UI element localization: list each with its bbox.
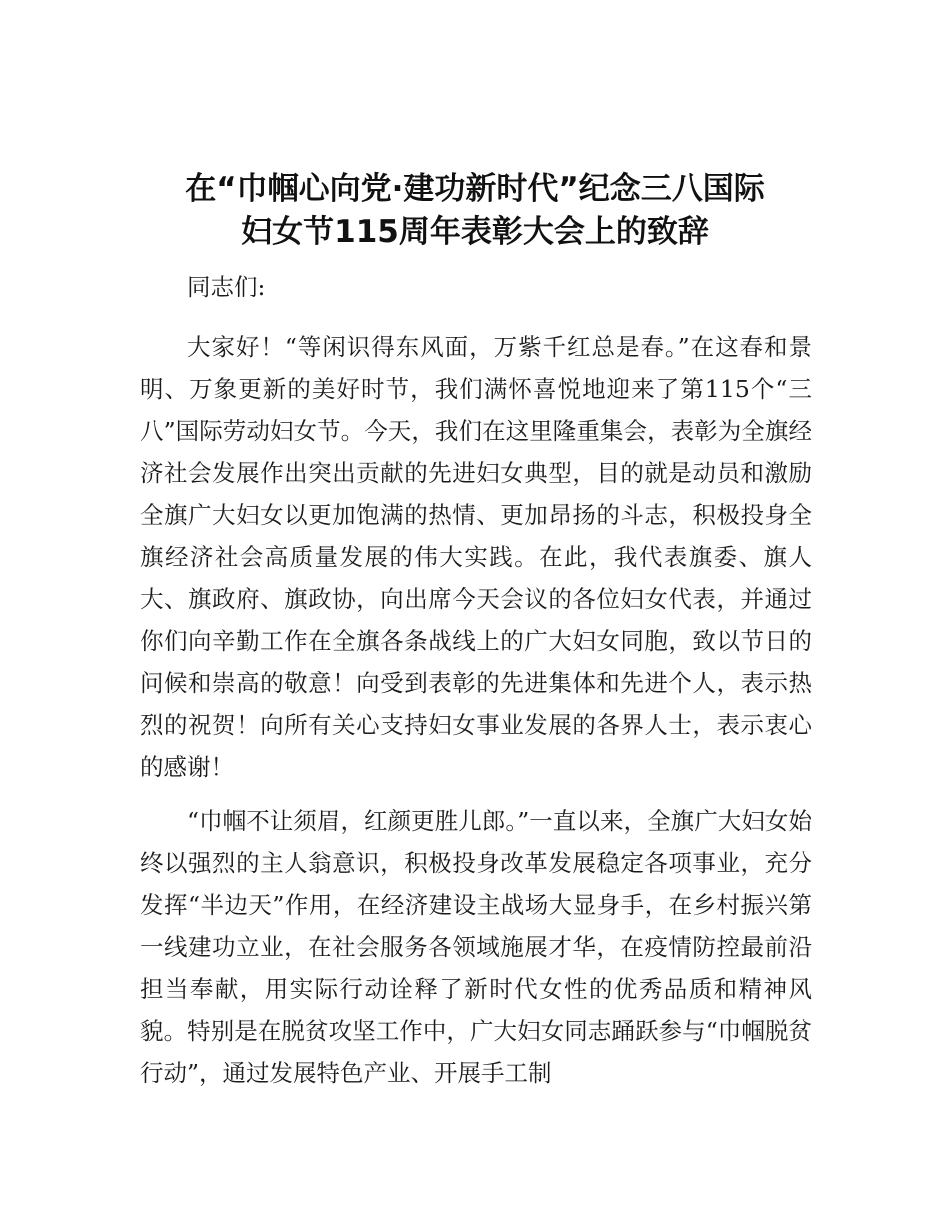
title-line-1: 在“巾帼心向党·建功新时代”纪念三八国际 [185,171,765,207]
document-body [140,266,812,1094]
paragraph-2: “巾帼不让须眉，红颜更胜儿郎。”一直以来，全旗广大妇女始终以强烈的主人翁意识，积极投身改革发展稳定各项事业，充分发挥“半边天”作用，在经济建设主战场大显身手，在乡村振兴第一线建功立业，在社会服务各领域施展才华，在疫情防控最前沿担当奉献，用实际行动诠释了新时代女性的优秀品质和精神风貌。特别是在脱贫攻坚工作中，广大妇女同志踊跃参与“巾帼脱贫行动”，通过发展特色产业、开展手工制 [140,807,812,1087]
title-line-2: 妇女节115周年表彰大会上的致辞 [241,214,709,250]
document-title [120,168,830,254]
salutation: 同志们: [187,273,266,301]
paragraph-1: 大家好！“等闲识得东风面，万紫千红总是春。”在这春和景明、万象更新的美好时节，我们满怀喜悦地迎来了第115个“三八”国际劳动妇女节。今天，我们在这里隆重集会，表彰为全旗经济社会发展作出突出贡献的先进妇女典型，目的就是动员和激励全旗广大妇女以更加饱满的热情、更加昂扬的斗志，积极投身全旗经济社会高质量发展的伟大实践。在此，我代表旗委、旗人大、旗政府、旗政协，向出席今天会议的各位妇女代表，并通过你们向辛勤工作在全旗各条战线上的广大妇女同胞，致以节日的问候和崇高的敬意！向受到表彰的先进集体和先进个人，表示热烈的祝贺！向所有关心支持妇女事业发展的各界人士，表示衷心的感谢！ [140,333,812,781]
